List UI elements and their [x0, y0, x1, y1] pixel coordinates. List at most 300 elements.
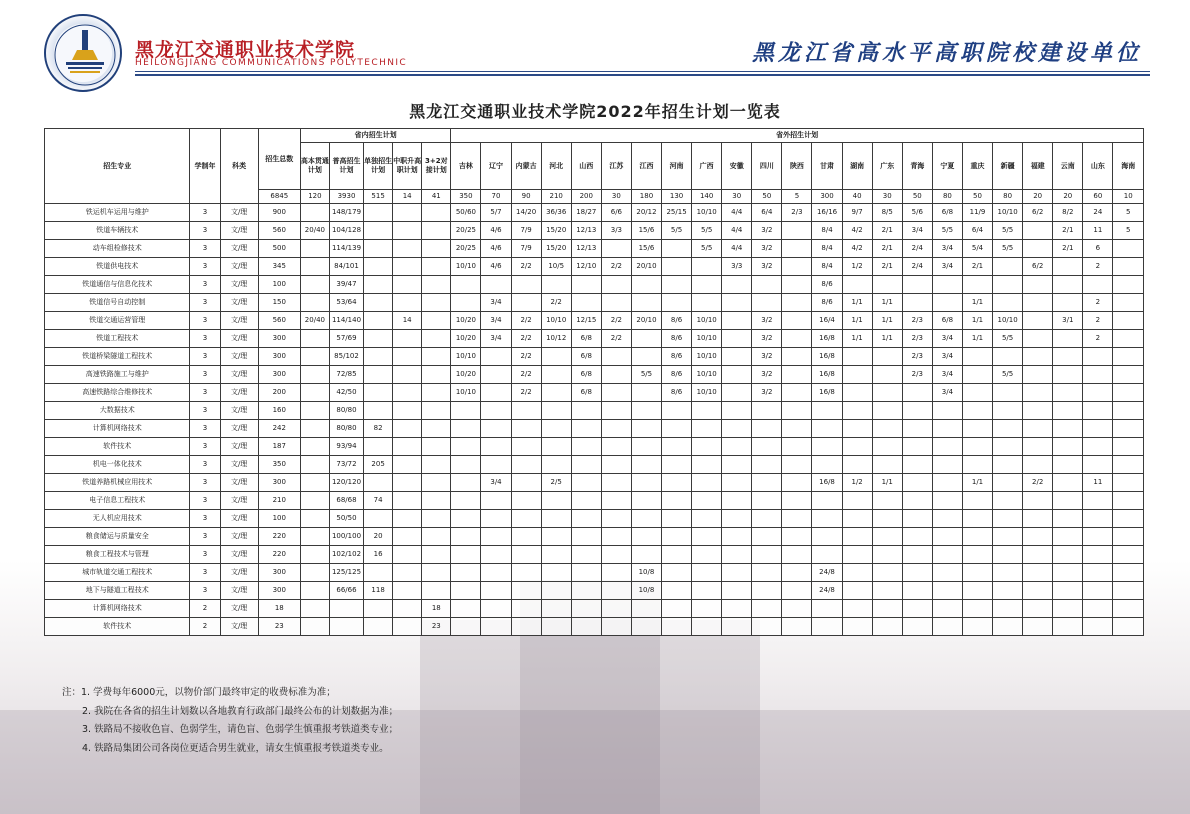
value-cell — [601, 294, 631, 312]
page-title: 黑龙江交通职业技术学院2022年招生计划一览表 — [409, 102, 781, 121]
value-cell: 300 — [258, 582, 300, 600]
value-cell — [1023, 438, 1053, 456]
value-cell — [782, 420, 812, 438]
value-cell: 6/6 — [601, 204, 631, 222]
total-cell: 14 — [393, 190, 422, 204]
value-cell — [962, 402, 992, 420]
value-cell — [364, 312, 393, 330]
total-cell: 80 — [932, 190, 962, 204]
value-cell: 93/94 — [329, 438, 363, 456]
years-cell: 3 — [190, 258, 220, 276]
years-cell: 3 — [190, 312, 220, 330]
value-cell — [481, 582, 511, 600]
value-cell: 3/4 — [481, 294, 511, 312]
value-cell: 2/1 — [872, 240, 902, 258]
major-name: 机电一体化技术 — [45, 456, 190, 474]
value-cell — [1053, 510, 1083, 528]
value-cell — [481, 384, 511, 402]
header-province: 青海 — [902, 143, 932, 190]
value-cell — [1023, 582, 1053, 600]
value-cell — [782, 240, 812, 258]
value-cell — [662, 510, 692, 528]
value-cell — [300, 564, 329, 582]
value-cell — [1113, 294, 1144, 312]
value-cell — [541, 546, 571, 564]
header-province: 江苏 — [601, 143, 631, 190]
value-cell: 3/2 — [752, 240, 782, 258]
table-row — [45, 564, 1144, 582]
value-cell — [1053, 330, 1083, 348]
value-cell — [752, 618, 782, 636]
value-cell — [1083, 456, 1113, 474]
table-row — [45, 258, 1144, 276]
value-cell — [1023, 600, 1053, 618]
header-total: 招生总数 — [258, 129, 300, 190]
value-cell — [993, 474, 1023, 492]
table-row — [45, 312, 1144, 330]
value-cell — [1053, 456, 1083, 474]
value-cell — [932, 438, 962, 456]
category-cell: 文/理 — [220, 276, 258, 294]
value-cell — [1023, 348, 1053, 366]
value-cell — [1083, 402, 1113, 420]
table-row — [45, 240, 1144, 258]
value-cell — [722, 474, 752, 492]
category-cell: 文/理 — [220, 330, 258, 348]
value-cell: 1/1 — [872, 312, 902, 330]
value-cell: 24/8 — [812, 564, 842, 582]
value-cell — [511, 474, 541, 492]
total-cell: 20 — [1023, 190, 1053, 204]
value-cell — [662, 528, 692, 546]
value-cell — [422, 438, 451, 456]
value-cell — [692, 420, 722, 438]
years-cell: 3 — [190, 330, 220, 348]
value-cell — [1053, 564, 1083, 582]
table-row — [45, 222, 1144, 240]
header-province: 新疆 — [993, 143, 1023, 190]
value-cell — [1113, 474, 1144, 492]
value-cell — [842, 366, 872, 384]
value-cell: 10/10 — [692, 204, 722, 222]
value-cell — [393, 510, 422, 528]
major-name: 粮食储运与质量安全 — [45, 528, 190, 546]
value-cell — [1053, 258, 1083, 276]
category-cell: 文/理 — [220, 510, 258, 528]
table-row — [45, 366, 1144, 384]
value-cell — [393, 474, 422, 492]
value-cell — [511, 492, 541, 510]
value-cell — [300, 510, 329, 528]
value-cell — [1113, 564, 1144, 582]
table-row — [45, 402, 1144, 420]
value-cell — [422, 456, 451, 474]
value-cell — [993, 294, 1023, 312]
value-cell — [601, 600, 631, 618]
category-cell: 文/理 — [220, 438, 258, 456]
value-cell: 16 — [364, 546, 393, 564]
value-cell: 10/20 — [451, 366, 481, 384]
total-cell: 30 — [722, 190, 752, 204]
value-cell — [993, 420, 1023, 438]
value-cell: 6/8 — [571, 348, 601, 366]
total-cell: 50 — [902, 190, 932, 204]
value-cell — [842, 564, 872, 582]
value-cell: 150 — [258, 294, 300, 312]
value-cell: 300 — [258, 348, 300, 366]
value-cell: 16/8 — [812, 384, 842, 402]
value-cell: 16/8 — [812, 366, 842, 384]
value-cell: 53/64 — [329, 294, 363, 312]
value-cell — [451, 510, 481, 528]
major-name: 高速铁路综合维修技术 — [45, 384, 190, 402]
value-cell — [932, 276, 962, 294]
value-cell — [692, 276, 722, 294]
value-cell — [393, 402, 422, 420]
value-cell — [393, 546, 422, 564]
value-cell: 6/8 — [571, 366, 601, 384]
value-cell — [962, 348, 992, 366]
value-cell — [722, 420, 752, 438]
header-province: 内蒙古 — [511, 143, 541, 190]
value-cell: 3/4 — [932, 240, 962, 258]
value-cell — [393, 294, 422, 312]
value-cell — [902, 456, 932, 474]
value-cell — [422, 510, 451, 528]
value-cell — [1113, 420, 1144, 438]
value-cell: 20 — [364, 528, 393, 546]
total-cell: 80 — [993, 190, 1023, 204]
value-cell: 1/1 — [872, 330, 902, 348]
value-cell: 50/60 — [451, 204, 481, 222]
value-cell: 12/13 — [571, 222, 601, 240]
value-cell — [962, 384, 992, 402]
value-cell — [601, 618, 631, 636]
value-cell — [541, 402, 571, 420]
category-cell: 文/理 — [220, 492, 258, 510]
major-name: 铁道桥梁隧道工程技术 — [45, 348, 190, 366]
total-cell: 10 — [1113, 190, 1144, 204]
value-cell: 3/2 — [752, 348, 782, 366]
value-cell — [300, 420, 329, 438]
value-cell — [782, 438, 812, 456]
value-cell: 2/2 — [541, 294, 571, 312]
total-cell: 120 — [300, 190, 329, 204]
note-item: 注：1. 学费每年6000元，以物价部门最终审定的收费标准为准； — [62, 687, 336, 698]
header-province: 重庆 — [962, 143, 992, 190]
value-cell: 3/4 — [481, 312, 511, 330]
value-cell — [1053, 366, 1083, 384]
value-cell — [842, 420, 872, 438]
value-cell — [662, 564, 692, 582]
value-cell — [541, 582, 571, 600]
value-cell: 900 — [258, 204, 300, 222]
value-cell — [300, 276, 329, 294]
category-cell: 文/理 — [220, 546, 258, 564]
value-cell — [662, 276, 692, 294]
value-cell — [932, 564, 962, 582]
value-cell — [662, 402, 692, 420]
value-cell — [692, 492, 722, 510]
value-cell: 2/2 — [511, 330, 541, 348]
header-province: 山东 — [1083, 143, 1113, 190]
value-cell — [812, 456, 842, 474]
value-cell — [902, 294, 932, 312]
total-cell: 50 — [962, 190, 992, 204]
value-cell — [1083, 546, 1113, 564]
value-cell — [631, 546, 661, 564]
value-cell — [722, 456, 752, 474]
value-cell — [393, 564, 422, 582]
major-name: 计算机网络技术 — [45, 420, 190, 438]
value-cell — [722, 510, 752, 528]
value-cell: 8/6 — [812, 294, 842, 312]
years-cell: 3 — [190, 528, 220, 546]
value-cell — [601, 564, 631, 582]
header-province: 广西 — [692, 143, 722, 190]
value-cell: 3/2 — [752, 258, 782, 276]
value-cell: 2 — [1083, 312, 1113, 330]
value-cell — [481, 420, 511, 438]
value-cell — [692, 546, 722, 564]
value-cell — [300, 582, 329, 600]
value-cell — [1083, 528, 1113, 546]
value-cell — [1053, 546, 1083, 564]
value-cell: 2/1 — [872, 258, 902, 276]
value-cell: 6/4 — [752, 204, 782, 222]
value-cell — [511, 582, 541, 600]
value-cell — [601, 402, 631, 420]
value-cell: 10/10 — [692, 330, 722, 348]
value-cell — [511, 456, 541, 474]
value-cell: 10/10 — [993, 204, 1023, 222]
total-cell: 5 — [782, 190, 812, 204]
value-cell — [932, 546, 962, 564]
value-cell — [993, 546, 1023, 564]
value-cell — [932, 510, 962, 528]
value-cell — [511, 420, 541, 438]
value-cell — [364, 618, 393, 636]
value-cell — [842, 618, 872, 636]
value-cell — [932, 402, 962, 420]
value-cell — [571, 294, 601, 312]
value-cell — [541, 456, 571, 474]
value-cell — [692, 600, 722, 618]
value-cell — [451, 420, 481, 438]
category-cell: 文/理 — [220, 294, 258, 312]
note-item: 3. 铁路局不接收色盲、色弱学生，请色盲、色弱学生慎重报考铁道类专业； — [82, 724, 399, 735]
value-cell: 114/139 — [329, 240, 363, 258]
value-cell: 16/4 — [812, 312, 842, 330]
value-cell: 6/8 — [571, 330, 601, 348]
header-province: 广东 — [872, 143, 902, 190]
value-cell: 3/4 — [902, 222, 932, 240]
value-cell — [481, 348, 511, 366]
value-cell: 5 — [1113, 222, 1144, 240]
value-cell: 10/10 — [692, 312, 722, 330]
value-cell — [932, 600, 962, 618]
value-cell — [872, 420, 902, 438]
value-cell — [932, 528, 962, 546]
value-cell: 68/68 — [329, 492, 363, 510]
major-name: 计算机网络技术 — [45, 600, 190, 618]
value-cell: 3/3 — [601, 222, 631, 240]
total-cell: 30 — [601, 190, 631, 204]
years-cell: 3 — [190, 240, 220, 258]
value-cell: 8/6 — [662, 330, 692, 348]
value-cell — [1083, 564, 1113, 582]
value-cell — [364, 366, 393, 384]
value-cell: 560 — [258, 312, 300, 330]
value-cell — [601, 492, 631, 510]
value-cell — [902, 402, 932, 420]
value-cell — [511, 402, 541, 420]
total-cell: 200 — [571, 190, 601, 204]
value-cell — [422, 582, 451, 600]
table-row — [45, 276, 1144, 294]
value-cell: 10/10 — [541, 312, 571, 330]
value-cell — [364, 600, 393, 618]
value-cell: 6/8 — [932, 204, 962, 222]
value-cell — [902, 474, 932, 492]
value-cell: 23 — [422, 618, 451, 636]
value-cell: 5/5 — [932, 222, 962, 240]
header-province: 河南 — [662, 143, 692, 190]
value-cell — [662, 618, 692, 636]
value-cell — [782, 312, 812, 330]
value-cell: 1/2 — [842, 258, 872, 276]
value-cell: 16/8 — [812, 330, 842, 348]
value-cell: 560 — [258, 222, 300, 240]
value-cell — [393, 204, 422, 222]
value-cell: 11 — [1083, 474, 1113, 492]
value-cell: 3/1 — [1053, 312, 1083, 330]
value-cell — [300, 240, 329, 258]
value-cell — [1113, 384, 1144, 402]
header-province: 江西 — [631, 143, 661, 190]
header-province: 辽宁 — [481, 143, 511, 190]
value-cell — [1023, 510, 1053, 528]
value-cell: 10/20 — [451, 312, 481, 330]
value-cell: 242 — [258, 420, 300, 438]
value-cell — [872, 564, 902, 582]
header-out-province: 省外招生计划 — [451, 129, 1144, 143]
header-in-province: 省内招生计划 — [300, 129, 451, 143]
value-cell — [692, 528, 722, 546]
value-cell — [571, 510, 601, 528]
value-cell: 10/10 — [692, 384, 722, 402]
value-cell: 2/3 — [902, 330, 932, 348]
value-cell — [782, 600, 812, 618]
value-cell: 3/4 — [932, 258, 962, 276]
category-cell: 文/理 — [220, 528, 258, 546]
value-cell — [601, 438, 631, 456]
value-cell — [601, 582, 631, 600]
years-cell: 3 — [190, 582, 220, 600]
page-header — [0, 0, 1190, 90]
value-cell: 4/2 — [842, 222, 872, 240]
value-cell: 2/2 — [1023, 474, 1053, 492]
category-cell: 文/理 — [220, 600, 258, 618]
value-cell — [782, 294, 812, 312]
years-cell: 3 — [190, 492, 220, 510]
value-cell — [1113, 492, 1144, 510]
value-cell — [752, 276, 782, 294]
value-cell — [993, 528, 1023, 546]
value-cell — [662, 294, 692, 312]
value-cell: 4/6 — [481, 258, 511, 276]
value-cell: 2/2 — [601, 258, 631, 276]
value-cell: 16/16 — [812, 204, 842, 222]
value-cell — [601, 348, 631, 366]
value-cell — [631, 600, 661, 618]
value-cell — [1083, 276, 1113, 294]
value-cell — [1023, 312, 1053, 330]
value-cell: 8/6 — [662, 312, 692, 330]
header-province: 陕西 — [782, 143, 812, 190]
value-cell: 18 — [422, 600, 451, 618]
value-cell: 3/2 — [752, 366, 782, 384]
value-cell — [300, 528, 329, 546]
value-cell — [932, 456, 962, 474]
value-cell — [662, 546, 692, 564]
value-cell — [601, 528, 631, 546]
value-cell — [300, 366, 329, 384]
major-name: 城市轨道交通工程技术 — [45, 564, 190, 582]
value-cell — [481, 564, 511, 582]
value-cell — [842, 402, 872, 420]
value-cell — [364, 330, 393, 348]
years-cell: 3 — [190, 456, 220, 474]
value-cell — [601, 384, 631, 402]
value-cell — [393, 618, 422, 636]
value-cell: 120/120 — [329, 474, 363, 492]
value-cell — [782, 510, 812, 528]
major-name: 铁道通信与信息化技术 — [45, 276, 190, 294]
value-cell — [1053, 348, 1083, 366]
value-cell — [962, 276, 992, 294]
value-cell — [722, 366, 752, 384]
value-cell — [451, 276, 481, 294]
value-cell — [722, 330, 752, 348]
value-cell — [300, 546, 329, 564]
value-cell: 2/2 — [601, 312, 631, 330]
value-cell — [932, 474, 962, 492]
value-cell — [364, 222, 393, 240]
years-cell: 3 — [190, 564, 220, 582]
value-cell: 8/6 — [662, 348, 692, 366]
value-cell — [782, 258, 812, 276]
value-cell — [451, 474, 481, 492]
value-cell: 300 — [258, 564, 300, 582]
value-cell — [1083, 582, 1113, 600]
value-cell — [541, 564, 571, 582]
value-cell — [631, 618, 661, 636]
major-name: 高速铁路施工与维护 — [45, 366, 190, 384]
value-cell: 10/10 — [993, 312, 1023, 330]
value-cell — [541, 438, 571, 456]
value-cell: 15/6 — [631, 240, 661, 258]
value-cell — [782, 402, 812, 420]
header-in-col: 普高招生计划 — [329, 143, 363, 190]
value-cell — [1083, 510, 1113, 528]
value-cell — [393, 366, 422, 384]
value-cell — [993, 600, 1023, 618]
value-cell — [782, 582, 812, 600]
value-cell: 2/5 — [541, 474, 571, 492]
header-divider — [135, 71, 1150, 72]
value-cell: 2/1 — [1053, 240, 1083, 258]
